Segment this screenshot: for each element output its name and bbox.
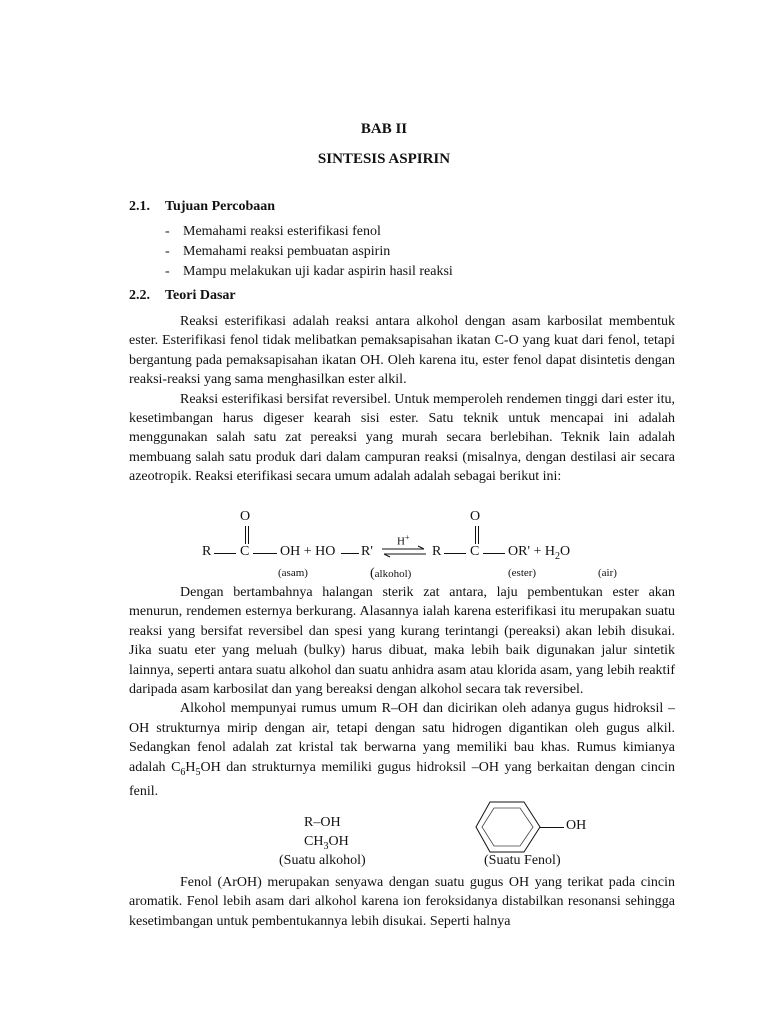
reactant-oh-plus-ho: OH + HO [280, 544, 336, 559]
bond-r-c-right [444, 553, 466, 554]
double-bond-left-a [245, 526, 246, 544]
carbonyl-oxygen-right: O [470, 509, 481, 524]
label-ester: (ester) [508, 567, 537, 579]
equilibrium-arrow-icon [380, 545, 428, 559]
section-heading-teori: Teori Dasar [165, 288, 236, 303]
reactant-r: R [202, 544, 212, 559]
double-bond-left-b [248, 526, 249, 544]
section-number-2-1: 2.1. [129, 199, 150, 214]
bond-c-or-right [483, 553, 505, 554]
phenol-caption: (Suatu Fenol) [484, 853, 561, 868]
reactant-r-prime: R' [361, 544, 373, 559]
section-number-2-2: 2.2. [129, 288, 150, 303]
product-carbon: C [470, 544, 480, 559]
product-r: R [432, 544, 442, 559]
bond-r-c-left [214, 553, 236, 554]
phenol-oh-group: OH [566, 818, 587, 833]
label-asam: (asam) [278, 567, 308, 579]
reactant-carbon: C [240, 544, 250, 559]
benzene-ring-icon [474, 800, 544, 854]
label-air: (air) [598, 567, 617, 579]
body-text-block-2 [129, 583, 675, 801]
paragraph-esterifikasi: Reaksi esterifikasi adalah reaksi antara alkohol dengan asam karbosilat membentuk ester. Esterifikasi fenol tidak melibatkan pemaksapisahan ikatan C-O yang kuat dari fenol, tetapi bergantung pada pemaksapisahan ikatan OH. Oleh karena itu, ester fenol dapat disintetis dengan reaksi-reaksi yang sama menghasilkan ester alkil. [129, 314, 675, 388]
carbonyl-oxygen-left: O [240, 509, 251, 524]
bond-o-rprime [341, 553, 359, 554]
alcohol-general-formula: R–OH [304, 815, 341, 830]
label-alkohol: (alkohol) [370, 566, 412, 581]
double-bond-right-b [478, 526, 479, 544]
list-item: - Mampu melakukan uji kadar aspirin hasil reaksi [165, 263, 453, 279]
bond-c-oh-left [253, 553, 277, 554]
section-heading-tujuan: Tujuan Percobaan [165, 199, 276, 214]
list-item: - Memahami reaksi pembuatan aspirin [165, 243, 391, 259]
double-bond-right-a [475, 526, 476, 544]
body-text-block-3 [129, 873, 675, 931]
paragraph-reversibel: Reaksi esterifikasi bersifat reversibel. Untuk memperoleh rendemen tinggi dari ester itu, kesetimbangan harus digeser kearah sisi ester. Satu teknik untuk mencapai ini adalah menggunakan salah satu zat pereaksi yang murah secara berlebihan. Teknik lain adalah membuang salah satu produk dari dalam campuran reaksi (misalnya, dengan destilasi air secara azeotropik. Reaksi eterifikasi secara umum adalah adalah sebagai berikut ini: [129, 391, 675, 485]
methanol-formula: $CH_3OH$ [304, 834, 349, 852]
paragraph-halangan-sterik: Dengan bertambahnya halangan sterik zat antara, laju pembentukan ester akan menurun, rendemen esternya berkurang. Alasannya ialah karena esterifikasi itu merupakan suatu reaksi yang bersifat reversibel dan spesi yang kurang terintangi (pereaksi) akan lebih disukai. Jika suatu eter yang meluah (bulky) harus dibuat, maka lebih baik digunakan jalur sintetik lainnya, seperti antara suatu alkohol dan suatu anhidra asam atau klorida asam, yang lebih reaktif daripada asam karbosilat dan yang bereaksi dengan alkohol secara tak reversibel. [129, 585, 675, 698]
paragraph-fenol-arOH: Fenol (ArOH) merupakan senyawa dengan suatu gugus OH yang terikat pada cincin aromatik. Fenol lebih asam dari alkohol karena ion feroksidanya distabilkan resonansi sehingga kesetimbangan untuk pembentukannya lebih disukai. Seperti halnya [129, 875, 675, 929]
list-item: - Memahami reaksi esterifikasi fenol [165, 224, 381, 239]
product-ester-water: $OR' + H_2O$ [508, 544, 571, 562]
alcohol-caption: (Suatu alkohol) [279, 853, 366, 868]
body-text-block-1 [129, 312, 675, 487]
bond-ring-oh [540, 827, 564, 828]
chapter-number: BAB II [360, 121, 408, 137]
catalyst-label: H+ [397, 533, 410, 548]
chapter-title: SINTESIS ASPIRIN [317, 151, 451, 167]
paragraph-alkohol-fenol: Alkohol mempunyai rumus umum R–OH dan dicirikan oleh adanya gugus hidroksil –OH strukturnya mirip dengan air, tetapi dengan satu hidrogen digantikan oleh gugus alkil. Sedangkan fenol adalah zat kristal tak berwarna yang memiliki bau khas. Rumus kimianya adalah $C_6H_5OH$ dan strukturnya memiliki gugus hidroksil –OH yang berkaitan dengan cincin fenil. [129, 701, 675, 799]
objectives-list [165, 222, 453, 281]
